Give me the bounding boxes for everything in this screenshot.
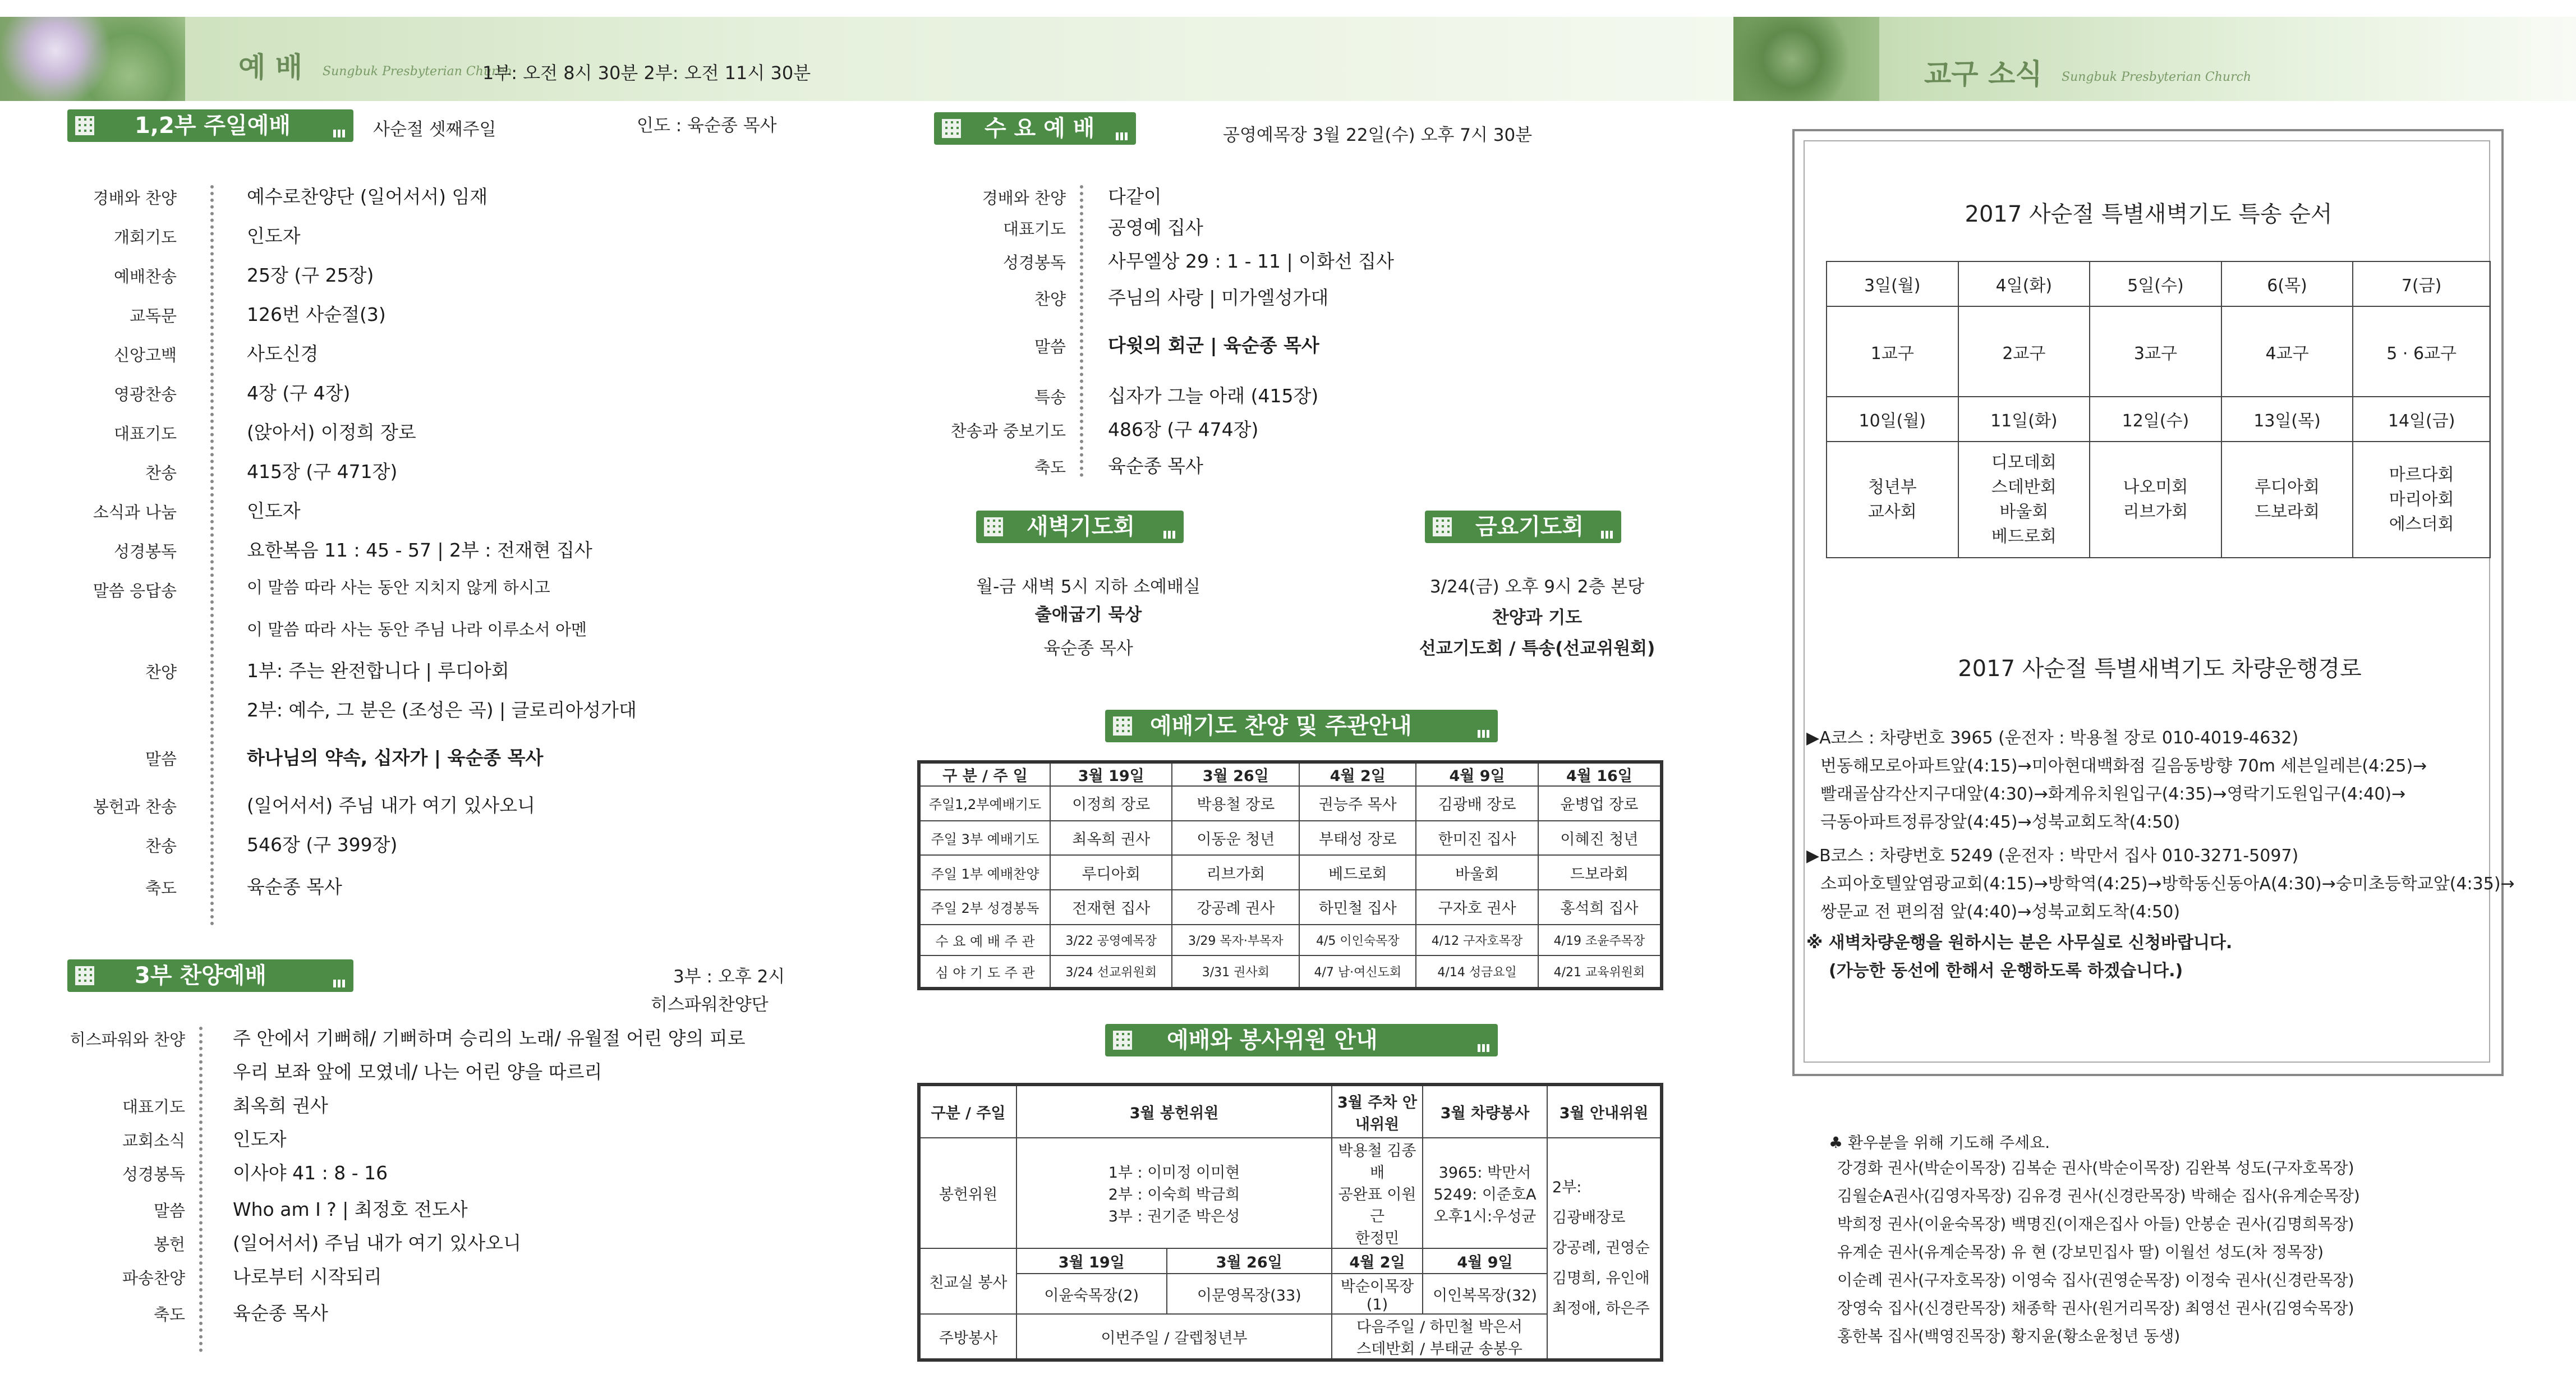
row-label: 봉헌위원 <box>919 1138 1016 1248</box>
order-value: 육순종 목사 <box>247 876 342 898</box>
order-value: 4장 (구 4장) <box>247 382 351 404</box>
route-line: ※ 새벽차량운행을 원하시는 분은 사무실로 신청바랍니다. <box>1806 933 2233 953</box>
group-line: 드보라회 <box>2255 502 2320 522</box>
order-label: 성경봉독 <box>113 542 177 561</box>
dawn-line3: 육순종 목사 <box>1043 638 1133 659</box>
table-cell: 주일1,2부예배기도 <box>919 786 1050 821</box>
group-line: 스데반회 <box>1991 477 2057 497</box>
sunday-leader: 인도 : 육순종 목사 <box>637 116 777 136</box>
flower-photo-left <box>0 17 185 101</box>
order-label: 예배찬송 <box>113 267 177 286</box>
volunteer-table-header <box>1105 1024 1498 1056</box>
order-value: 하나님의 약속, 십자가 | 육순종 목사 <box>247 747 544 769</box>
sunday-service-header <box>67 109 353 142</box>
prayer-line: 홍한복 집사(백영진목장) 황지윤(황소윤청년 동생) <box>1837 1327 2181 1345</box>
table-row <box>919 1085 1662 1138</box>
group-line: 교사회 <box>1867 502 1917 522</box>
group-cell <box>2090 442 2221 558</box>
order-value: 이 말씀 따라 사는 동안 주님 나라 이루소서 아멘 <box>247 620 587 639</box>
praise-service-title: 3부 찬양예배 <box>135 963 266 989</box>
order-label: 경배와 찬양 <box>93 189 177 208</box>
wednesday-service-header <box>934 112 1136 145</box>
praise-time: 3부 : 오후 2시 <box>673 967 785 987</box>
date-cell: 3월 26일 <box>1167 1248 1332 1274</box>
table-cell: 한미진 집사 <box>1416 821 1538 856</box>
group-line: 마르다회 <box>2389 465 2454 485</box>
offering-line: 2부 : 이숙희 박금희 <box>1108 1186 1240 1203</box>
route-line: 빨래골삼각산지구대앞(4:30)→화계유치원입구(4:35)→영락기도원입구(4:40)→ <box>1820 784 2406 804</box>
guide-line: 2부: <box>1552 1179 1582 1196</box>
order-value: 십자가 그늘 아래 (415장) <box>1108 385 1319 407</box>
table-cell: 3/29 목자·부목자 <box>1172 925 1299 956</box>
group-line: 바울회 <box>1999 502 2049 522</box>
header-cell: 3월 봉헌위원 <box>1016 1085 1332 1138</box>
clean-cell: 이문영목장(33) <box>1167 1274 1332 1314</box>
group-line: 마리아회 <box>2389 489 2454 509</box>
row-label: 주방봉사 <box>919 1314 1016 1360</box>
table-cell: 4/7 남·여신도회 <box>1299 955 1416 989</box>
order-label: 특송 <box>1034 388 1066 407</box>
table-cell: 3/31 권사회 <box>1172 955 1299 989</box>
usher-line: 박용철 김종배 <box>1338 1142 1416 1182</box>
order-label: 찬송과 중보기도 <box>950 421 1066 440</box>
car-cell <box>1423 1138 1547 1248</box>
dots-icon <box>333 980 346 987</box>
service-times: 1부: 오전 8시 30분 2부: 오전 11시 30분 <box>482 62 811 84</box>
order-label: 말씀 <box>153 1201 185 1220</box>
group-cell <box>2221 442 2353 558</box>
order-label: 축도 <box>153 1305 185 1324</box>
day-cell: 7(금) <box>2353 261 2490 306</box>
order-value: 공영예 집사 <box>1108 217 1203 238</box>
prayer-line: 유계순 권사(유계순목장) 유 현 (강보민집사 딸) 이월선 성도(차 정목장) <box>1837 1243 2324 1261</box>
order-value: 육순종 목사 <box>1108 455 1203 477</box>
table-cell: 부태성 장로 <box>1299 821 1416 856</box>
table-row <box>919 786 1662 821</box>
car-line: 3965: 박만서 <box>1438 1164 1531 1182</box>
offering-line: 3부 : 권기준 박은성 <box>1108 1208 1240 1225</box>
order-value: 다같이 <box>1108 186 1162 208</box>
order-value: (앉아서) 이정희 장로 <box>247 421 416 443</box>
friday-prayer-title: 금요기도회 <box>1475 514 1584 540</box>
date-cell: 4월 9일 <box>1423 1248 1547 1274</box>
volunteer-table-title: 예배와 봉사위원 안내 <box>1167 1027 1378 1053</box>
table-cell: 윤병업 장로 <box>1538 786 1662 821</box>
usher-line: 공완표 이원근 <box>1338 1186 1416 1225</box>
route-line: 극동아파트정류장앞(4:45)→성북교회도착(4:50) <box>1820 812 2181 832</box>
order-label: 찬송 <box>145 463 177 483</box>
grid-icon <box>75 966 94 985</box>
church-script-right: Sungbuk Presbyterian Church <box>2062 70 2252 84</box>
order-value: 주님의 사랑 | 미가엘성가대 <box>1108 287 1329 309</box>
order-label: 봉헌 <box>153 1235 185 1254</box>
order-label: 봉헌과 찬송 <box>93 797 177 816</box>
order-label: 찬양 <box>1034 290 1066 309</box>
table-row <box>919 925 1662 956</box>
header-cell: 3월 안내위원 <box>1547 1085 1662 1138</box>
table-row <box>919 890 1662 925</box>
day-cell: 5일(수) <box>2090 261 2221 306</box>
table-row <box>919 955 1662 989</box>
day-cell: 12일(수) <box>2090 397 2221 442</box>
order-label: 경배와 찬양 <box>982 189 1066 208</box>
dots-icon <box>1478 1044 1490 1052</box>
guide-table-header <box>1105 710 1498 742</box>
dotted-divider <box>1080 185 1087 477</box>
table-cell: 3/24 선교위원회 <box>1050 955 1172 989</box>
group-cell: 1교구 <box>1827 306 1958 397</box>
table-cell: 4/5 이인숙목장 <box>1299 925 1416 956</box>
dawn-line2: 출애굽기 묵상 <box>1034 605 1142 625</box>
kitchen-line: 스데반회 / 부태균 송봉우 <box>1356 1340 1522 1358</box>
table-body <box>919 786 1662 989</box>
day-cell: 3일(월) <box>1827 261 1958 306</box>
order-value: 인도자 <box>247 225 301 247</box>
order-label: 말씀 <box>145 750 177 769</box>
day-cell: 4일(화) <box>1958 261 2090 306</box>
grid-icon <box>1113 1031 1132 1050</box>
sunday-service-title: 1,2부 주일예배 <box>135 113 291 139</box>
group-cell: 4교구 <box>2221 306 2353 397</box>
table-cell: 이동운 청년 <box>1172 821 1299 856</box>
order-label: 영광찬송 <box>113 385 177 404</box>
table-cell: 주일 1부 예배찬양 <box>919 855 1050 890</box>
order-value: 주 안에서 기뻐해/ 기뻐하며 승리의 노래/ 유월절 어린 양의 피로 <box>233 1027 746 1049</box>
order-label: 신앙고백 <box>113 346 177 365</box>
table-cell: 박용철 장로 <box>1172 786 1299 821</box>
group-line: 에스더회 <box>2389 514 2454 534</box>
table-cell: 전재현 집사 <box>1050 890 1172 925</box>
order-label: 대표기도 <box>113 424 177 443</box>
table-row <box>1827 261 2490 306</box>
usher-cell <box>1332 1138 1423 1248</box>
order-value: 우리 보좌 앞에 모였네/ 나는 어린 양을 따르리 <box>233 1061 602 1083</box>
group-line: 베드로회 <box>1991 526 2057 546</box>
header-cell: 3월 19일 <box>1050 762 1172 786</box>
order-value: 사무엘상 29 : 1 - 11 | 이화선 집사 <box>1108 250 1394 272</box>
wednesday-info: 공영예목장 3월 22일(수) 오후 7시 30분 <box>1223 125 1533 145</box>
group-cell: 5 · 6교구 <box>2353 306 2490 397</box>
order-label: 축도 <box>1034 458 1066 477</box>
grid-icon <box>1113 716 1132 736</box>
route-line: 쌍문교 전 편의점 앞(4:40)→성북교회도착(4:50) <box>1820 902 2181 922</box>
group-cell <box>1827 442 1958 558</box>
order-label: 말씀 <box>1034 337 1066 356</box>
kitchen-cell <box>1332 1314 1547 1360</box>
order-label: 대표기도 <box>1002 219 1066 238</box>
grid-icon <box>984 517 1003 536</box>
guide-line: 강공례, 권영순 <box>1552 1239 1650 1257</box>
order-value: 2부: 예수, 그 분은 (조성은 곡) | 글로리아성가대 <box>247 699 637 721</box>
order-label: 축도 <box>145 879 177 898</box>
flower-photo-right <box>1733 17 1879 101</box>
clean-cell: 이인복목장(32) <box>1423 1274 1547 1314</box>
group-line: 루디아회 <box>2255 477 2320 497</box>
sunday-subtitle: 사순절 셋째주일 <box>373 120 496 140</box>
grid-icon <box>75 116 94 135</box>
table-cell: 수 요 예 배 주 관 <box>919 925 1050 956</box>
grid-icon <box>942 119 961 138</box>
table-header-row <box>919 762 1662 786</box>
guide-cell <box>1547 1138 1662 1360</box>
route-line: 번동해모로아파트앞(4:15)→미아현대백화점 길음동방향 70m 세븐일레븐(4:25)→ <box>1820 756 2427 776</box>
order-value: 인도자 <box>247 500 301 522</box>
guide-line: 김광배장로 <box>1552 1209 1626 1226</box>
order-label: 성경봉독 <box>1002 253 1066 272</box>
order-label: 찬송 <box>145 837 177 856</box>
table-row <box>919 1138 1662 1248</box>
group-cell: 2교구 <box>1958 306 2090 397</box>
order-value: 요한복음 11 : 45 - 57 | 2부 : 전재현 집사 <box>247 539 592 561</box>
table-cell: 이혜진 청년 <box>1538 821 1662 856</box>
order-label: 히스파워와 찬양 <box>70 1030 185 1049</box>
offering-cell <box>1016 1138 1332 1248</box>
dots-icon <box>333 130 346 137</box>
order-label: 개회기도 <box>113 228 177 247</box>
wednesday-title: 수 요 예 배 <box>985 116 1095 141</box>
header-cell: 3월 차량봉사 <box>1423 1085 1547 1138</box>
order-value: 486장 (구 474장) <box>1108 419 1259 440</box>
parish-news-heading: 교구 소식 <box>1924 58 2043 90</box>
prayer-line: 김월순A권사(김영자목장) 김유경 권사(신경란목장) 박해순 집사(유계순목장) <box>1837 1187 2360 1205</box>
date-cell: 3월 19일 <box>1016 1248 1167 1274</box>
header-cell: 4월 9일 <box>1416 762 1538 786</box>
table-cell: 4/12 구자호목장 <box>1416 925 1538 956</box>
dawn-prayer-title: 새벽기도회 <box>1027 514 1135 540</box>
table-row <box>1827 306 2490 397</box>
friday-prayer-header <box>1425 511 1621 543</box>
order-value: 육순종 목사 <box>233 1302 328 1324</box>
table-cell: 김광배 장로 <box>1416 786 1538 821</box>
lent-route-title-text: 2017 사순절 특별새벽기도 차량운행경로 <box>1958 656 2362 682</box>
route-line: ▶A코스 : 차량번호 3965 (운전자 : 박용철 장로 010-4019-4632) <box>1806 728 2299 748</box>
table-cell: 홍석희 집사 <box>1538 890 1662 925</box>
group-line: 리브가회 <box>2123 502 2188 522</box>
table-cell: 바울회 <box>1416 855 1538 890</box>
praise-team: 히스파워찬양단 <box>651 995 769 1015</box>
table-cell: 심 야 기 도 주 관 <box>919 955 1050 989</box>
lent-schedule-title <box>1851 196 2446 228</box>
group-cell <box>1958 442 2090 558</box>
day-cell: 10일(월) <box>1827 397 1958 442</box>
table-cell: 4/21 교육위원회 <box>1538 955 1662 989</box>
group-line: 나오미회 <box>2123 477 2188 497</box>
dotted-divider <box>210 185 217 926</box>
table-row <box>919 821 1662 856</box>
order-value: (일어서서) 주님 내가 여기 있사오니 <box>247 794 535 816</box>
date-cell: 4월 2일 <box>1332 1248 1423 1274</box>
prayer-line: 이순례 권사(구자호목장) 이영숙 집사(권영순목장) 이정숙 권사(신경란목장) <box>1837 1271 2354 1289</box>
table-cell: 4/19 조윤주목장 <box>1538 925 1662 956</box>
group-line: 청년부 <box>1867 477 1917 497</box>
day-cell: 14일(금) <box>2353 397 2490 442</box>
table-cell: 이정희 장로 <box>1050 786 1172 821</box>
order-label: 파송찬양 <box>122 1269 185 1288</box>
clean-cell: 이윤숙목장(2) <box>1016 1274 1167 1314</box>
table-cell: 주일 2부 성경봉독 <box>919 890 1050 925</box>
clean-cell: 박순이목장(1) <box>1332 1274 1423 1314</box>
dots-icon <box>1116 132 1128 140</box>
prayer-title: ♣ 환우분을 위해 기도해 주세요. <box>1829 1133 2050 1152</box>
table-cell: 권능주 목사 <box>1299 786 1416 821</box>
order-label: 찬양 <box>145 663 177 682</box>
prayer-line: 박희정 권사(이윤숙목장) 백명진(이재은집사 아들) 안봉순 권사(김명희목장) <box>1837 1215 2354 1233</box>
route-line: ▶B코스 : 차량번호 5249 (운전자 : 박만서 집사 010-3271-5097) <box>1806 846 2299 866</box>
table-cell: 하민철 집사 <box>1299 890 1416 925</box>
group-cell: 3교구 <box>2090 306 2221 397</box>
dotted-divider <box>199 1027 206 1352</box>
friday-line3: 선교기도회 / 특송(선교위원회) <box>1419 638 1655 659</box>
prayer-line: 장영숙 집사(신경란목장) 채종학 권사(원거리목장) 최영선 권사(김영숙목장) <box>1837 1299 2354 1317</box>
order-label: 성경봉독 <box>122 1165 185 1184</box>
order-value: 나로부터 시작되리 <box>233 1266 382 1288</box>
table-row <box>1827 442 2490 558</box>
table-cell: 주일 3부 예배기도 <box>919 821 1050 856</box>
church-script-left: Sungbuk Presbyterian Church <box>323 65 513 79</box>
friday-line2: 찬양과 기도 <box>1492 608 1583 628</box>
route-line: (가능한 동선에 한해서 운행하도록 하겠습니다.) <box>1829 961 2183 981</box>
order-value: (일어서서) 주님 내가 여기 있사오니 <box>233 1232 521 1254</box>
order-value: 415장 (구 471장) <box>247 461 398 483</box>
dawn-prayer-header <box>976 511 1184 543</box>
header-cell: 구분 / 주일 <box>919 1085 1016 1138</box>
order-value: 최옥희 권사 <box>233 1095 328 1116</box>
table-cell: 베드로회 <box>1299 855 1416 890</box>
day-cell: 13일(목) <box>2221 397 2353 442</box>
order-value: 1부: 주는 완전합니다 | 루디아회 <box>247 660 509 682</box>
table-cell: 최옥희 권사 <box>1050 821 1172 856</box>
day-cell: 6(목) <box>2221 261 2353 306</box>
row-label: 친교실 봉사 <box>919 1248 1016 1314</box>
group-cell <box>2353 442 2490 558</box>
order-value: 이사야 41 : 8 - 16 <box>233 1162 388 1184</box>
dots-icon <box>1601 531 1613 539</box>
table-row <box>1827 397 2490 442</box>
header-cell: 구 분 / 주 일 <box>919 762 1050 786</box>
order-value: 예수로찬양단 (일어서서) 임재 <box>247 186 488 208</box>
table-cell: 4/14 성금요일 <box>1416 955 1538 989</box>
header-cell: 4월 16일 <box>1538 762 1662 786</box>
guide-table-title: 예배기도 찬양 및 주관안내 <box>1150 713 1412 739</box>
lent-route-title <box>1829 651 2491 683</box>
route-line: 소피아호텔앞염광교회(4:15)→방학역(4:25)→방학동신동아A(4:30)→숭미초등학교앞(4:35)→ <box>1820 874 2515 894</box>
table-cell: 드보라회 <box>1538 855 1662 890</box>
dots-icon <box>1478 730 1490 738</box>
offering-line: 1부 : 이미정 이미현 <box>1108 1164 1240 1182</box>
table-row <box>919 855 1662 890</box>
worship-heading: 예 배 <box>238 51 303 84</box>
kitchen-line: 다음주일 / 하민철 박은서 <box>1356 1318 1522 1336</box>
grid-icon <box>1433 517 1452 536</box>
order-label: 소식과 나눔 <box>93 503 177 522</box>
order-value: 546장 (구 399장) <box>247 834 398 856</box>
order-value: 인도자 <box>233 1128 287 1150</box>
order-label: 대표기도 <box>122 1097 185 1116</box>
order-value: 126번 사순절(3) <box>247 304 386 325</box>
dawn-line1: 월-금 새벽 5시 지하 소예배실 <box>976 577 1200 597</box>
table-cell: 리브가회 <box>1172 855 1299 890</box>
guide-line: 김명희, 유인애 <box>1552 1270 1650 1287</box>
order-value: 25장 (구 25장) <box>247 264 374 286</box>
group-line: 디모데회 <box>1991 452 2057 472</box>
order-value: 다윗의 회군 | 육순종 목사 <box>1108 334 1319 356</box>
friday-line1: 3/24(금) 오후 9시 2층 본당 <box>1429 577 1645 597</box>
car-line: 오후1시:우성균 <box>1433 1208 1537 1225</box>
prayer-line: 강경화 권사(박순이목장) 김복순 권사(박순이목장) 김완복 성도(구자호목장) <box>1837 1159 2354 1177</box>
table-cell: 강공례 권사 <box>1172 890 1299 925</box>
header-cell: 3월 26일 <box>1172 762 1299 786</box>
car-line: 5249: 이준호A <box>1433 1186 1537 1203</box>
volunteer-table <box>917 1083 1663 1362</box>
guide-line: 최정애, 하은주 <box>1552 1300 1650 1317</box>
praise-service-header <box>67 959 353 992</box>
table-cell: 루디아회 <box>1050 855 1172 890</box>
guide-table <box>917 760 1663 990</box>
lent-schedule-title-text: 2017 사순절 특별새벽기도 특송 순서 <box>1965 201 2333 227</box>
header-cell: 3월 주차 안내위원 <box>1332 1085 1423 1138</box>
day-cell: 11일(화) <box>1958 397 2090 442</box>
table-cell: 구자호 권사 <box>1416 890 1538 925</box>
order-label: 교독문 <box>129 306 177 325</box>
table-cell: 3/22 공영예목장 <box>1050 925 1172 956</box>
order-value: Who am I ? | 최정호 전도사 <box>233 1198 468 1220</box>
dots-icon <box>1163 531 1176 539</box>
order-value: 이 말씀 따라 사는 동안 지치지 않게 하시고 <box>247 578 550 597</box>
header-cell: 4월 2일 <box>1299 762 1416 786</box>
kitchen-cell: 이번주일 / 갈렙청년부 <box>1016 1314 1332 1360</box>
order-label: 말씀 응답송 <box>93 581 177 600</box>
lent-schedule-table <box>1826 261 2491 558</box>
order-label: 교회소식 <box>122 1131 185 1150</box>
order-value: 사도신경 <box>247 343 319 365</box>
usher-line: 한정민 <box>1355 1230 1400 1247</box>
